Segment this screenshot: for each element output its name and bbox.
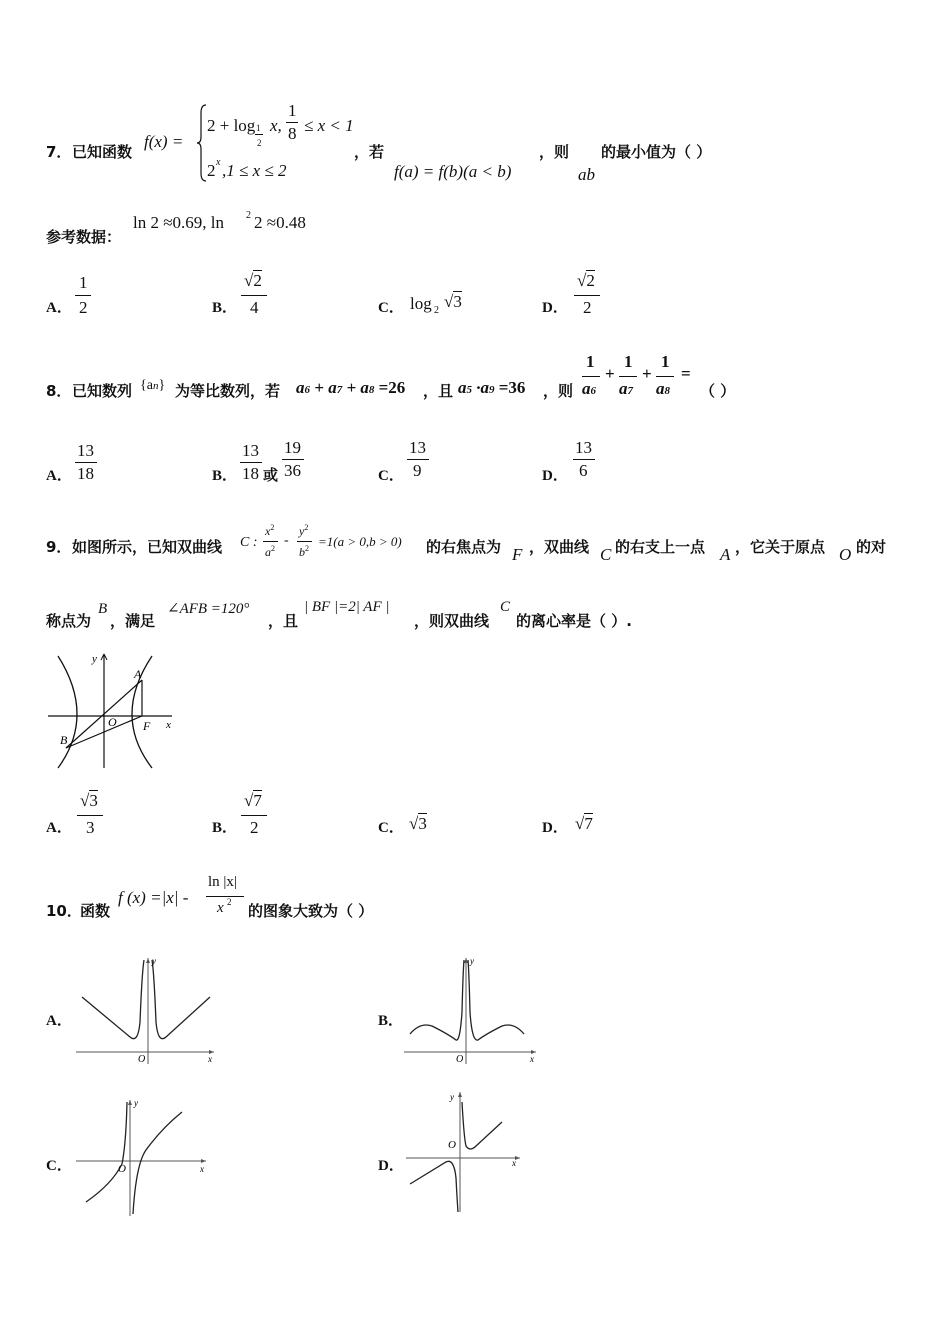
q7-option-d-rad: 2 [586,271,595,290]
q8-recip1-n: 1 [586,352,595,371]
q9-y2 [299,523,308,539]
q10-text-2: 的图象大致为（ ） [248,902,374,920]
q9-option-d-rad: 7 [584,814,593,833]
q10-d-label-y: y [450,1092,454,1102]
q7-case1-frac-bar [286,122,298,123]
q8-option-d-bar [573,459,595,460]
q8-option-d-num: 13 [575,438,592,457]
q8-option-d-label: D． [542,468,568,484]
q10-d-right-branch [462,1102,502,1149]
q7-option-c-label: C． [378,300,404,316]
q8-text-5: （ ） [700,382,736,400]
q10-option-c-label: C． [46,1158,72,1174]
q9-fig-left-branch [58,656,77,768]
q8-recip3-d [656,379,670,399]
q8-a5: a [458,378,467,397]
q10-b-label-x: x [530,1054,534,1064]
q10-b-label-O: O [456,1054,464,1065]
q8-seq [140,378,165,394]
q8-seq-open: {a [140,378,153,393]
q9-y: y [299,524,305,538]
q7-text-1: 已知函数 [72,143,133,161]
q10-frac-bar [206,896,244,897]
q7-option-b-rad: 2 [253,271,262,290]
q8-eq36: =36 [498,378,526,397]
q9-frac2-bar [297,541,312,542]
q10-fx: f (x) =|x| - [118,888,189,907]
q9-x-sq: 2 [270,523,275,532]
q8-option-b1-num: 13 [242,441,259,460]
q7-case1-base-d: 2 [257,138,262,148]
q7-number: 7． [46,143,72,161]
q9-x: x [265,524,271,538]
q9-option-a-label: A． [46,820,72,836]
q8-recip-plus1: + [605,364,615,383]
q8-option-c-bar [407,459,429,460]
q8-text-1: 已知数列 [72,382,133,400]
q10-text-1: 函数 [80,902,111,920]
q7-option-c-rad: 3 [453,292,462,311]
q8-a8: a [360,378,369,397]
q8-eq26: =26 [378,378,406,397]
q7-ab: ab [578,165,595,184]
q7-case1-frac-n: 1 [288,101,297,120]
q10-a-label-y: y [152,956,156,966]
q7-option-a-label: A． [46,300,72,316]
q8-option-b-label: B． [212,468,238,484]
q9-a-sq: 2 [271,544,275,553]
q8-recip2-bar [619,376,637,377]
q8-recip-plus2: + [642,364,652,383]
q7-ref-exp: 2 [246,210,251,221]
q8-option-d-den: 6 [579,461,588,480]
q9-text-4: 的右支上一点 [615,538,706,556]
q7-case2-exp: x [216,157,221,168]
q8-recip-eq: = [681,364,691,383]
q7-option-d-den: 2 [583,298,592,317]
q8-sub9: 9 [489,384,495,396]
q8-option-c-den: 9 [413,461,422,480]
q9-fig-label-A: A [134,667,142,681]
q10-frac-d: x [217,900,224,916]
q10-c-label-y: y [134,1098,138,1108]
q8-option-a-den: 18 [77,464,94,483]
q8-recip1-d [582,379,596,399]
q9-figure [44,648,184,773]
q9-a: a [265,545,271,559]
q7-case1-base-bar [255,134,263,135]
q9-curve: C : [240,535,258,550]
q9-line2-d: ，则双曲线 [414,612,490,630]
q9-line2-c: ，且 [268,612,299,630]
q10-a-right-branch [152,960,210,1039]
q9-option-b-rad: 7 [253,791,262,810]
q9-option-a-rad: 3 [89,791,98,810]
q9-number: 9． [46,538,72,556]
q8-plus1: + [314,378,324,397]
q10-option-a-label: A． [46,1013,72,1029]
q8-option-a-num: 13 [77,441,94,460]
q9-angle: ∠AFB =120° [167,601,250,617]
q9-fig-label-O: O [108,715,117,729]
q10-graph-b [400,952,545,1067]
q10-a-label-O: O [138,1054,146,1065]
q9-option-a-den: 3 [86,818,95,837]
q9-option-a-sqrt: √3 [80,791,98,810]
q7-case1-base-n: 1 [256,123,261,133]
q9-b2 [299,544,309,560]
q9-C: C [600,545,612,564]
q9-option-d-label: D． [542,820,568,836]
q10-c-label-x: x [200,1164,204,1174]
q8-sub6: 6 [304,384,310,396]
q8-option-c-num: 13 [409,438,426,457]
q8-option-c-label: C． [378,468,404,484]
q9-text-5: ，它关于原点 [735,538,826,556]
q10-b-label-y: y [470,956,474,966]
q8-seq-close: } [158,378,166,393]
q9-line2-a: 称点为 [46,612,92,630]
q9-text-1: 如图所示，已知双曲线 [72,538,223,556]
q9-fig-label-B: B [60,733,68,747]
q9-frac1-bar [263,541,278,542]
q8-sub5: 5 [466,384,472,396]
q9-option-b-sqrt: √7 [244,791,262,810]
q9-A: A [720,545,731,564]
q10-graph-c [72,1094,212,1219]
q7-option-b-den: 4 [250,298,259,317]
q9-option-c-sqrt: √3 [409,814,427,833]
q7-option-d-label: D． [542,300,568,316]
q7-option-c-sqrt: √3 [444,292,462,311]
q10-a-y-arrow [146,958,150,963]
q9-b-sq: 2 [305,544,309,553]
q10-c-label-O: O [118,1163,126,1175]
q9-eq1: =1(a > 0,b > 0) [318,534,402,549]
q9-line2-b: ，满足 [110,612,156,630]
q8-text-3: ，且 [423,382,454,400]
q9-minus: - [284,533,289,548]
q10-c-right-branch [133,1112,182,1214]
q10-c-x-arrow [201,1159,206,1163]
q8-recip2-sub: 7 [627,385,633,397]
q9-B: B [98,601,108,617]
q8-recip2-a: a [619,379,628,398]
q9-option-b-bar [241,815,267,816]
q9-option-c-rad: 3 [418,814,427,833]
q8-recip1-a: a [582,379,591,398]
q7-option-c-base: 2 [434,305,439,316]
q10-a-label-x: x [208,1054,212,1064]
q8-recip1-bar [582,376,600,377]
q10-option-d-label: D． [378,1158,404,1174]
q7-case2: 2 [207,161,216,180]
q8-sub8: 8 [368,384,375,396]
q7-case1-b: x, [270,116,282,135]
q10-frac-exp: 2 [227,897,232,907]
q8-option-b2-bar [282,459,304,460]
q8-a9: a [480,378,489,397]
q7-option-b-sqrt: √2 [244,271,262,290]
q9-text-2: 的右焦点为 [426,538,502,556]
q10-number: 10． [46,902,82,920]
q7-condition: f(a) = f(b)(a < b) [394,162,512,181]
q9-C2: C [500,599,511,615]
q8-sum-expr [296,378,405,398]
q10-c-left-branch [86,1102,127,1202]
q9-a2 [265,544,275,560]
q8-option-a-bar [75,462,97,463]
q8-sub7: 7 [336,384,343,396]
q8-recip2-d [619,379,633,399]
q9-option-c-label: C． [378,820,404,836]
q7-case2-b: ,1 ≤ x ≤ 2 [222,161,287,180]
q8-option-a-label: A． [46,468,72,484]
q8-plus2: + [346,378,357,397]
q9-option-d-sqrt: √7 [575,814,593,833]
q7-option-d-sqrt: √2 [577,271,595,290]
q8-dot: · [476,378,481,397]
q10-d-y-arrow [458,1092,462,1097]
q9-option-b-den: 2 [250,818,259,837]
q9-fig-label-F: F [143,719,151,733]
q7-f-lhs: f(x) = [144,132,184,151]
q9-fig-label-x: x [166,719,171,731]
q7-ref-value: ln 2 ≈0.69, ln [133,213,225,232]
q8-recip3-bar [656,376,674,377]
q10-frac-n: ln |x| [208,874,237,890]
q8-prod-expr [458,378,525,398]
q8-option-b1-bar [240,462,262,463]
q10-b-right-branch [468,960,524,1040]
q7-option-a-num: 1 [79,273,88,292]
q8-recip3-n: 1 [661,352,670,371]
q8-option-b2-den: 36 [284,461,301,480]
q8-a7: a [328,378,337,397]
q10-c-y-arrow [128,1100,132,1105]
q8-number: 8． [46,382,72,400]
q8-text-4: ，则 [543,382,574,400]
q9-option-a-bar [77,815,103,816]
q9-y-sq: 2 [304,523,309,532]
q10-a-left-branch [82,960,144,1039]
q8-seq-sub: n [152,380,159,392]
q7-option-c-log: log [410,294,432,313]
q9-fig-label-y: y [92,653,97,665]
q8-recip1-sub: 6 [590,385,596,397]
q10-graph-d [402,1088,527,1216]
q7-option-a-den: 2 [79,298,88,317]
q9-option-b-label: B． [212,820,238,836]
q8-recip2-n: 1 [624,352,633,371]
q7-case1-a: 2 + log [207,116,256,135]
q8-option-b-or: 或 [263,466,279,484]
q7-case1-c: ≤ x < 1 [304,116,354,135]
q9-text-3: ，双曲线 [529,538,590,556]
q8-a6: a [296,378,305,397]
q8-recip3-a: a [656,379,665,398]
q8-text-2: 为等比数列，若 [175,382,281,400]
q10-d-label-O: O [448,1139,456,1151]
q9-F: F [512,545,523,564]
q9-text-6: 的对 [856,538,887,556]
q9-b: b [299,545,305,559]
q7-option-a-bar [75,295,91,296]
q8-option-b2-num: 19 [284,438,301,457]
q7-option-b-label: B． [212,300,238,316]
q7-text-4: 的最小值为（ ） [601,143,712,161]
q9-line2-e: 的离心率是（ ）. [516,612,632,630]
q7-text-2: ，若 [354,143,385,161]
q10-d-label-x: x [512,1158,516,1168]
q9-O: O [839,545,852,564]
q7-text-3: ，则 [539,143,570,161]
q8-option-b1-den: 18 [242,464,259,483]
q7-option-d-bar [574,295,600,296]
q7-ref-tail: 2 ≈0.48 [254,213,306,232]
q9-x2 [265,523,274,539]
q7-option-b-bar [241,295,267,296]
q10-b-left-branch [410,960,464,1040]
q10-graph-a [72,952,222,1067]
q10-d-left-branch [410,1161,458,1212]
q7-ref-label: 参考数据： [46,228,122,246]
q8-recip3-sub: 8 [664,385,670,397]
q7-case1-frac-d: 8 [288,124,297,143]
q10-option-b-label: B． [378,1013,404,1029]
q9-dist: | BF |=2| AF | [304,599,390,615]
